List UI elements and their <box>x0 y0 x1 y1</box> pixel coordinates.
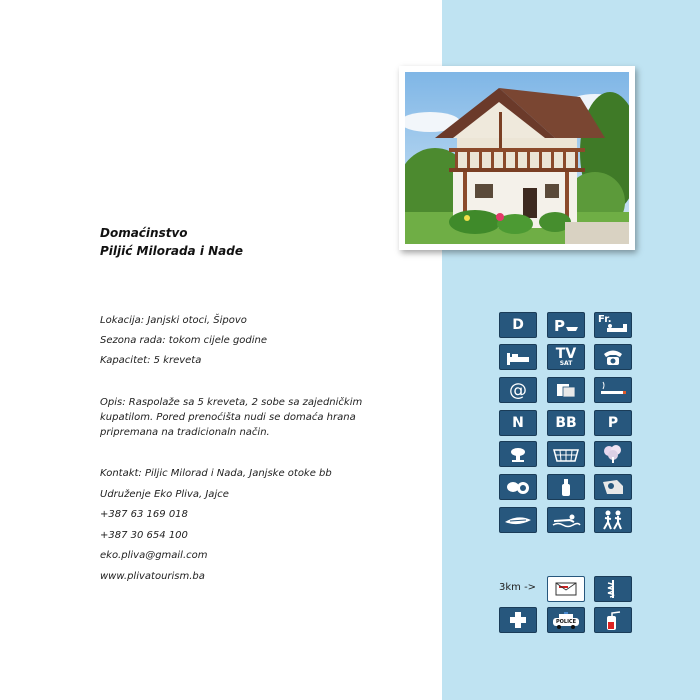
garden-tree-icon <box>594 441 632 467</box>
description-text: Opis: Raspolaže sa 5 kreveta, 2 sobe sa zajedničkim kupatilom. Pored prenoćišta nudi se domaća hrana pripremana na tradicionaln način. <box>100 397 363 438</box>
location-text: Lokacija: Janjski otoci, Šipovo <box>100 315 247 326</box>
police-label: POLICE <box>555 619 577 625</box>
tv-label: TV <box>555 346 577 362</box>
distance-label: 3km -> <box>499 582 537 593</box>
p-letter: P <box>607 415 619 431</box>
laundry-icon <box>499 474 537 500</box>
property-title <box>100 224 243 260</box>
pharmacy-icon <box>594 576 632 602</box>
hiking-icon <box>594 507 632 533</box>
pension-icon <box>594 410 632 436</box>
internet-icon <box>499 377 537 403</box>
tv-sat-icon <box>547 344 585 370</box>
website-link[interactable]: www.plivatourism.ba <box>100 571 205 582</box>
organization-text: Udruženje Eko Pliva, Jajce <box>100 489 229 500</box>
email-link[interactable]: eko.pliva@gmail.com <box>100 550 208 561</box>
at-sign: @ <box>509 379 527 401</box>
house-photo-frame <box>399 66 635 250</box>
bottle-icon <box>547 474 585 500</box>
hunting-icon <box>594 474 632 500</box>
title-line-1: Domaćinstvo <box>100 226 188 240</box>
house-photo <box>405 72 629 244</box>
double-room-letter: D <box>512 317 524 333</box>
picnic-basket-icon <box>547 441 585 467</box>
fridge-bed-icon <box>594 312 632 338</box>
swimming-icon <box>547 507 585 533</box>
towels-icon <box>547 377 585 403</box>
police-icon <box>547 607 585 633</box>
bed-breakfast-icon <box>547 410 585 436</box>
double-room-icon <box>499 312 537 338</box>
phone-2: +387 30 654 100 <box>100 530 188 541</box>
contact-text: Kontakt: Piljic Milorad i Nada, Janjske otoke bb <box>100 468 332 479</box>
telephone-icon <box>594 344 632 370</box>
first-aid-icon <box>499 607 537 633</box>
parking-icon <box>547 312 585 338</box>
night-icon <box>499 410 537 436</box>
boat-icon <box>499 507 537 533</box>
n-letter: N <box>512 415 524 431</box>
restaurant-icon <box>499 441 537 467</box>
season-text: Sezona rada: tokom cijele godine <box>100 335 268 346</box>
capacity-text: Kapacitet: 5 kreveta <box>100 355 202 366</box>
sat-label: SAT <box>559 360 573 367</box>
bb-letters: BB <box>555 415 577 431</box>
fire-extinguisher-icon <box>594 607 632 633</box>
phone-1: +387 63 169 018 <box>100 509 188 520</box>
post-office-icon <box>547 576 585 602</box>
no-smoking-icon <box>594 377 632 403</box>
title-line-2: Piljić Milorada i Nade <box>100 244 243 258</box>
bed-icon <box>499 344 537 370</box>
svg-text:P: P <box>554 317 565 335</box>
fridge-label: Fr. <box>598 314 612 325</box>
